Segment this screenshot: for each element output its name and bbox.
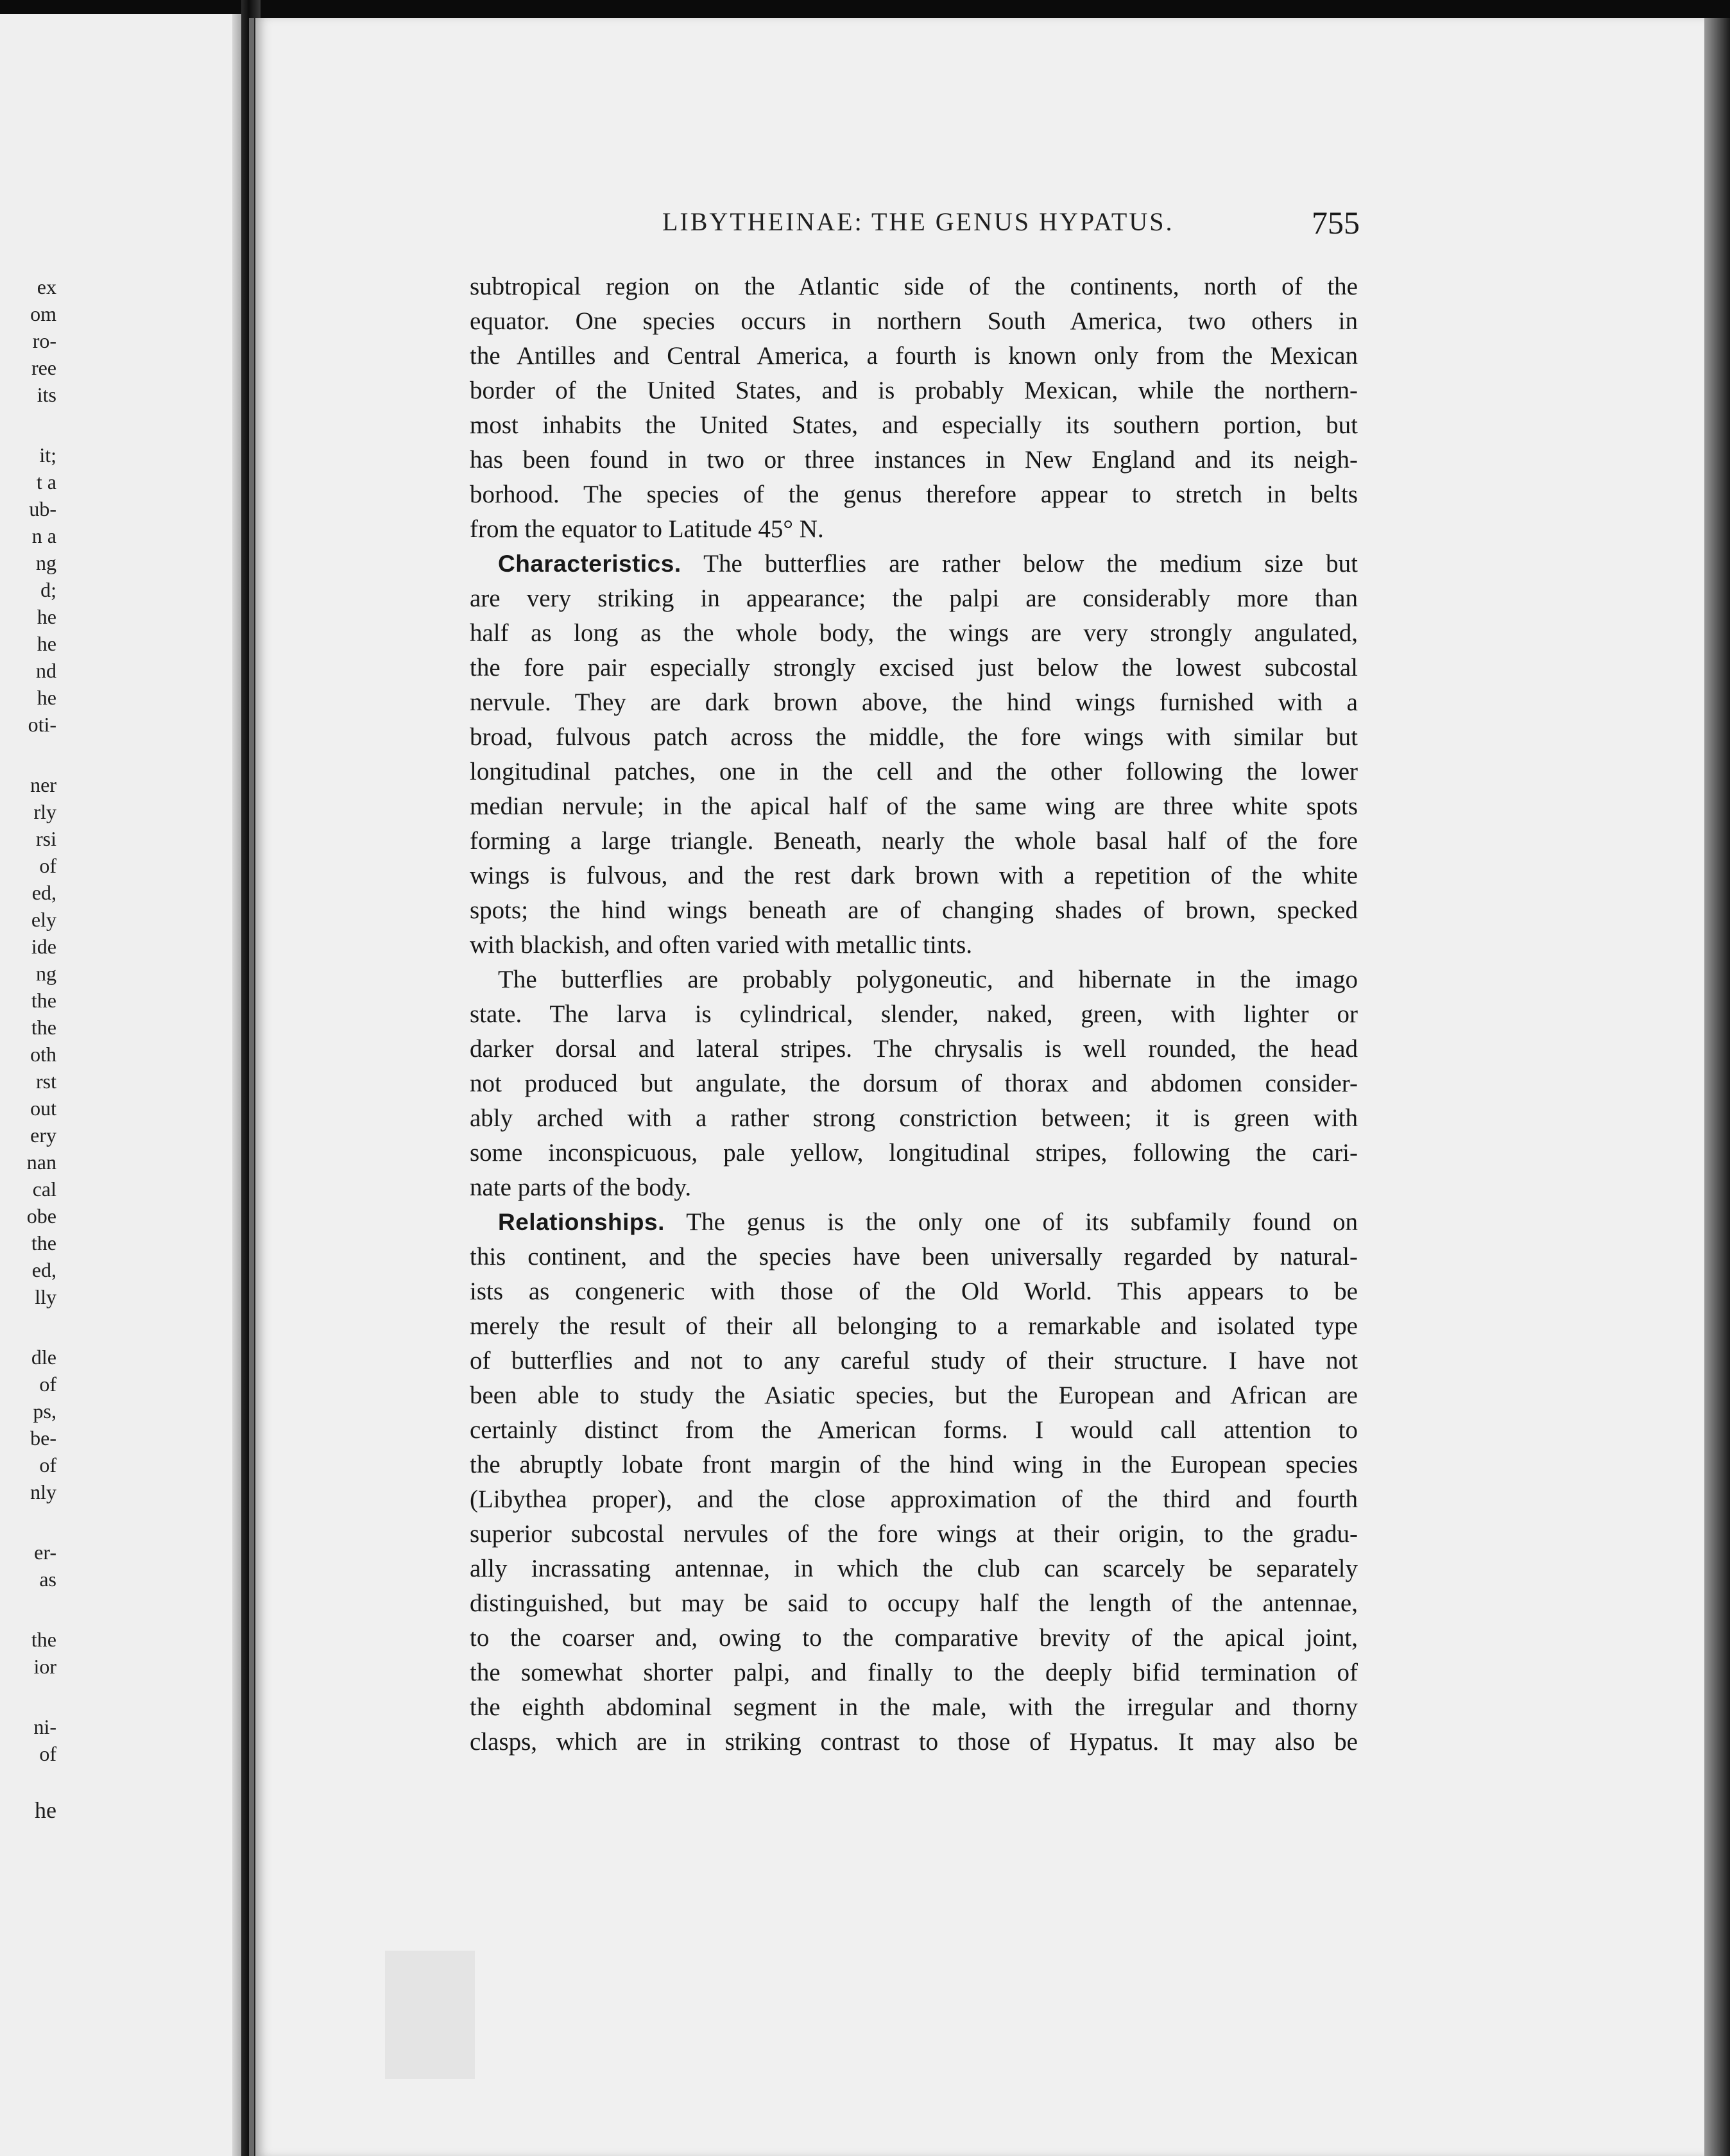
left-line: t a <box>36 470 56 493</box>
previous-page-fragment <box>0 14 241 2156</box>
text-line <box>470 547 1358 581</box>
text-line: nate parts of the body. <box>470 1174 692 1201</box>
text-line: the abruptly lobate front margin of the hind wing in the European species <box>470 1451 1358 1478</box>
left-line: ed, <box>31 1258 56 1281</box>
left-line: the <box>31 1016 56 1039</box>
left-line: he <box>35 1797 56 1823</box>
text-line: merely the result of their all belonging to a remarkable and isolated type <box>470 1312 1358 1340</box>
left-line: of <box>39 854 56 877</box>
text-line: darker dorsal and lateral stripes. The chrysalis is well rounded, the head <box>470 1035 1358 1063</box>
left-line: ps, <box>33 1399 56 1423</box>
left-line: nd <box>36 659 56 682</box>
left-line: lly <box>35 1285 56 1308</box>
left-line: ree <box>31 356 56 379</box>
text-line: certainly distinct from the American forms. I would call attention to <box>470 1416 1358 1444</box>
left-line: ely <box>31 908 56 931</box>
left-line: of <box>39 1742 56 1765</box>
text-line: been able to study the Asiatic species, but the European and African are <box>470 1382 1358 1409</box>
text-line: the eighth abdominal segment in the male, with the irregular and thorny <box>470 1693 1358 1721</box>
left-line: he <box>37 632 56 655</box>
text-line: distinguished, but may be said to occupy half the length of the antennae, <box>470 1589 1358 1617</box>
text-line: the fore pair especially strongly excised just below the lowest subcostal <box>470 654 1358 681</box>
left-line: ni- <box>33 1715 56 1738</box>
text-line: The butterflies are probably polygoneutic, and hibernate in the imago <box>498 966 1358 993</box>
left-line: he <box>37 686 56 709</box>
left-line: ior <box>33 1655 56 1678</box>
text-line: median nervule; in the apical half of the same wing are three white spots <box>470 792 1358 820</box>
left-line: it; <box>39 443 56 466</box>
left-line: its <box>37 383 56 406</box>
text-line: half as long as the whole body, the wings are very strongly angulated, <box>470 619 1358 647</box>
left-line: he <box>37 605 56 628</box>
text-line: not produced but angulate, the dorsum of thorax and abdomen consider- <box>470 1070 1358 1097</box>
left-line: be- <box>30 1426 56 1450</box>
text-line <box>470 1205 1358 1240</box>
left-line: ex <box>37 275 56 298</box>
left-line: ro- <box>32 329 56 352</box>
text-line: from the equator to Latitude 45° N. <box>470 515 824 543</box>
text-line: wings is fulvous, and the rest dark brown with a repetition of the white <box>470 862 1358 889</box>
text-line: to the coarser and, owing to the comparative brevity of the apical joint, <box>470 1624 1358 1652</box>
previous-page-edge <box>232 14 241 2156</box>
section-heading-characteristics: Characteristics. <box>498 551 681 577</box>
left-line: as <box>39 1568 56 1591</box>
text-line: are very striking in appearance; the palpi are considerably more than <box>470 585 1358 612</box>
section-heading-relationships: Relationships. <box>498 1209 665 1235</box>
text-line: clasps, which are in striking contrast to those of Hypatus. It may also be <box>470 1728 1358 1756</box>
left-line: er- <box>34 1541 56 1564</box>
text-line: with blackish, and often varied with metallic tints. <box>470 931 973 959</box>
text-line: superior subcostal nervules of the fore wings at their origin, to the gradu- <box>470 1520 1358 1548</box>
text-line: subtropical region on the Atlantic side of the continents, north of the <box>470 273 1358 300</box>
left-line: nly <box>30 1480 56 1503</box>
text-line: borhood. The species of the genus therefore appear to stretch in belts <box>470 481 1358 508</box>
text-line-run: The genus is the only one of its subfamily found on <box>686 1208 1358 1236</box>
text-line: longitudinal patches, one in the cell and the other following the lower <box>470 758 1358 785</box>
text-line: some inconspicuous, pale yellow, longitudinal stripes, following the cari- <box>470 1139 1358 1167</box>
left-line: dle <box>31 1346 56 1369</box>
left-line: the <box>31 1231 56 1254</box>
left-line: of <box>39 1373 56 1396</box>
left-line: nan <box>26 1151 56 1174</box>
running-head: LIBYTHEINAE: THE GENUS HYPATUS. <box>662 207 1174 236</box>
text-line: spots; the hind wings beneath are of changing shades of brown, specked <box>470 896 1358 924</box>
page-discoloration <box>385 1951 475 2079</box>
text-line: this continent, and the species have been universally regarded by natural- <box>470 1243 1358 1270</box>
text-line: ists as congeneric with those of the Old World. This appears to be <box>470 1278 1358 1305</box>
text-line: has been found in two or three instances in New England and its neigh- <box>470 446 1358 474</box>
left-line: rsi <box>36 827 56 850</box>
left-line: ide <box>31 935 56 958</box>
left-line: d; <box>40 578 56 601</box>
text-line: (Libythea proper), and the close approximation of the third and fourth <box>470 1485 1358 1513</box>
left-line: ner <box>30 773 56 796</box>
left-line: the <box>31 989 56 1012</box>
text-line: the Antilles and Central America, a fourth is known only from the Mexican <box>470 342 1358 370</box>
left-line: the <box>31 1628 56 1651</box>
text-line: state. The larva is cylindrical, slender, naked, green, with lighter or <box>470 1000 1358 1028</box>
left-line: cal <box>32 1177 56 1201</box>
left-line: rst <box>36 1070 56 1093</box>
text-line: border of the United States, and is probably Mexican, while the northern- <box>470 377 1358 404</box>
left-line: ery <box>30 1124 56 1147</box>
left-line: of <box>39 1453 56 1476</box>
text-line: most inhabits the United States, and especially its southern portion, but <box>470 411 1358 439</box>
page-fold-shadow <box>249 18 254 2156</box>
left-line: ng <box>36 551 56 574</box>
left-line: ed, <box>31 881 56 904</box>
text-line-run: The butterflies are rather below the medium size but <box>703 550 1358 578</box>
left-line: oti- <box>28 713 56 736</box>
text-line: equator. One species occurs in northern South America, two others in <box>470 307 1358 335</box>
left-line: oth <box>30 1043 56 1066</box>
left-line: om <box>30 302 56 325</box>
left-line: ub- <box>29 497 56 520</box>
left-line: obe <box>26 1204 56 1228</box>
text-line: broad, fulvous patch across the middle, the fore wings with similar but <box>470 723 1358 751</box>
text-line: forming a large triangle. Beneath, nearly the whole basal half of the fore <box>470 827 1358 855</box>
left-line: ng <box>36 962 56 985</box>
left-line: n a <box>31 524 56 547</box>
text-line: ably arched with a rather strong constriction between; it is green with <box>470 1104 1358 1132</box>
text-line: the somewhat shorter palpi, and finally to the deeply bifid termination of <box>470 1659 1358 1686</box>
text-line: of butterflies and not to any careful study of their structure. I have not <box>470 1347 1358 1374</box>
text-line: ally incrassating antennae, in which the club can scarcely be separately <box>470 1555 1358 1582</box>
left-line: out <box>30 1097 56 1120</box>
left-line: rly <box>33 800 56 823</box>
text-line: nervule. They are dark brown above, the hind wings furnished with a <box>470 689 1358 716</box>
page-edge <box>1704 18 1730 2156</box>
page-number: 755 <box>1312 205 1360 241</box>
